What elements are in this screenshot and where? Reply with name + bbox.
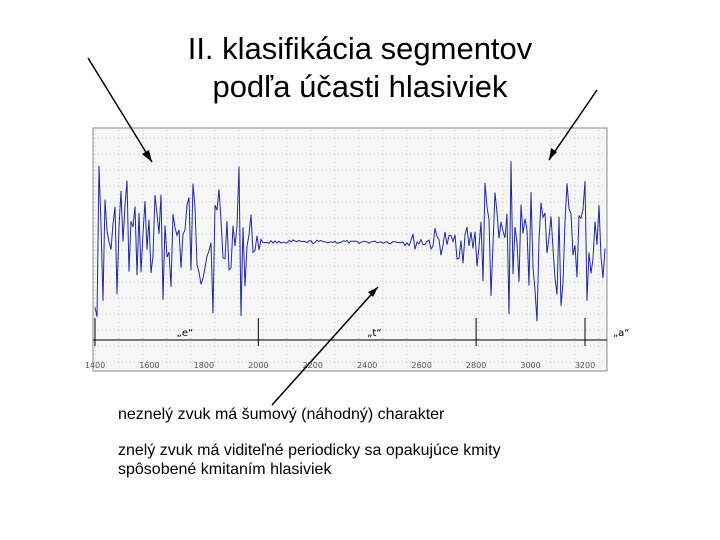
x-tick-label: 2800 [465,361,487,370]
segment-label-e: „e“ [176,328,194,339]
x-tick-label: 2000 [248,361,269,370]
caption-voiced-line-2: spôsobené kmitaním hlasiviek [118,461,332,478]
x-tick-label: 2600 [411,361,432,370]
title-line-2: podľa účasti hlasiviek [212,69,508,104]
caption-unvoiced: neznelý zvuk má šumový (náhodný) charakter [118,406,445,423]
caption-voiced [118,441,501,479]
x-tick-label: 3200 [574,361,596,370]
segment-label-a: „a“ [613,328,630,339]
caption-voiced-line-1: znelý zvuk má viditeľné periodicky sa opakujúce kmity [118,442,501,459]
x-tick-label: 1600 [139,361,160,370]
x-tick-label: 1400 [84,361,106,370]
title-line-1: II. klasifikácia segmentov [187,31,533,66]
x-tick-label: 3000 [520,361,541,370]
x-tick-label: 1800 [193,361,215,370]
x-tick-label: 2200 [302,361,323,370]
x-tick-label: 2400 [357,361,378,370]
segment-label-t: „t“ [367,328,382,339]
